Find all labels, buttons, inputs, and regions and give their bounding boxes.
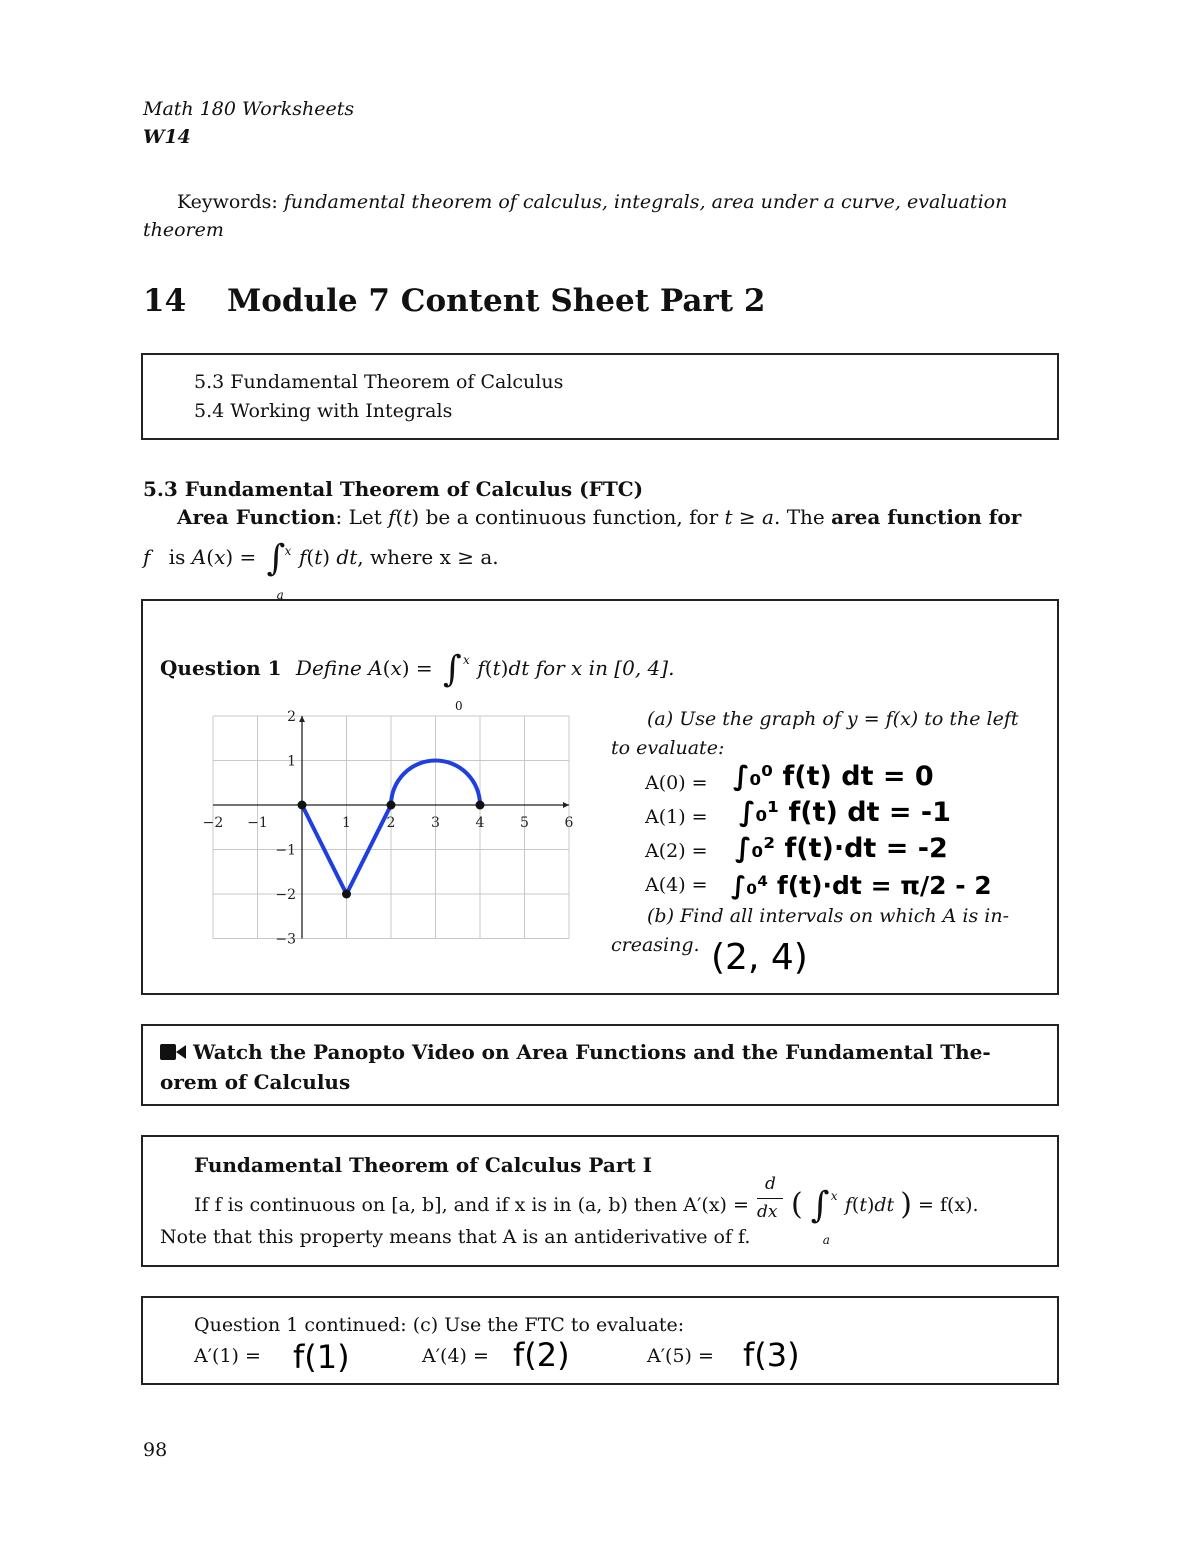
keywords-label: Keywords: [177, 191, 278, 213]
ftc-title: Fundamental Theorem of Calculus Part I [194, 1153, 652, 1177]
handwritten-b-answer: (2, 4) [711, 937, 808, 978]
q1c-label-1: A′(1) = [194, 1345, 261, 1367]
question-1c-box [141, 1296, 1059, 1385]
worksheet-code: W14 [143, 126, 191, 148]
y-tick-label: 2 [287, 709, 296, 725]
q1c-answer-2: f(2) [513, 1336, 570, 1374]
area-function-label: Area Function [177, 505, 336, 529]
section-heading [143, 283, 765, 319]
part-b-line-2: creasing. [611, 934, 700, 956]
question-1-domain: for x in [0, 4]. [535, 656, 675, 680]
handwritten-a0: ∫₀⁰ f(t) dt = 0 [733, 761, 934, 792]
handwritten-a2: ∫₀² f(t)·dt = -2 [735, 833, 948, 864]
x-axis-arrow [563, 802, 569, 808]
subsection-title: 5.3 Fundamental Theorem of Calculus (FTC) [143, 477, 644, 501]
x-tick-label: 1 [342, 815, 351, 831]
course-title: Math 180 Worksheets [143, 98, 355, 120]
video-line-2[interactable]: orem of Calculus [160, 1070, 351, 1094]
page-number: 98 [143, 1439, 168, 1461]
row-a2-label: A(2) = [645, 840, 708, 862]
toc-box [141, 353, 1059, 440]
x-tick-label: −2 [202, 815, 224, 831]
handwritten-a1: ∫₀¹ f(t) dt = -1 [739, 797, 951, 828]
keywords-list: fundamental theorem of calculus, integrals, area under a curve, evaluation [283, 191, 1008, 213]
ftc-statement: If f is continuous on [a, b], and if x is in (a, b) then A′(x) = $\frac{d}{dx}$ ( ∫ x a f(t)dt ) = f(x). [194, 1174, 979, 1247]
data-point [476, 801, 485, 810]
handwritten-a4: ∫₀⁴ f(t)·dt = π/2 - 2 [731, 871, 992, 900]
x-tick-label: 4 [475, 815, 485, 831]
x-tick-label: 5 [520, 815, 529, 831]
area-function-definition: Area Function: Let f(t) be a continuous function, for t ≥ a. The area function for [177, 505, 1022, 529]
part-a-line-2: to evaluate: [611, 737, 725, 759]
part-a-line-1: (a) Use the graph of y = f(x) to the left [647, 708, 1019, 730]
row-a4-label: A(4) = [645, 874, 708, 896]
ftc-note: Note that this property means that A is an antiderivative of f. [160, 1226, 751, 1248]
row-a0-label: A(0) = [645, 772, 708, 794]
video-line-1[interactable] [160, 1040, 991, 1064]
question-1c-prompt: Question 1 continued: (c) Use the FTC to evaluate: [194, 1314, 685, 1336]
area-function-bold: area function for [831, 505, 1022, 529]
def-f: f [143, 545, 151, 569]
toc-item-5-3: 5.3 Fundamental Theorem of Calculus [194, 371, 564, 393]
question-1-define: Define [295, 656, 362, 680]
ftc-box [141, 1135, 1059, 1267]
def-text-2: be a continuous function, for [419, 505, 725, 529]
f-of-t: f [388, 505, 396, 529]
keywords-line-2: theorem [143, 219, 224, 241]
q1c-answer-1: f(1) [293, 1338, 350, 1376]
data-point [342, 890, 351, 899]
x-tick-label: 3 [431, 815, 440, 831]
video-camera-icon [160, 1043, 186, 1061]
area-function-formula: f is A(x) = ∫ x a f(t) dt, where x ≥ a. [143, 538, 499, 602]
graph-of-f [193, 701, 593, 951]
q1c-label-2: A′(4) = [422, 1345, 489, 1367]
keywords-line-1 [177, 191, 1067, 213]
section-title: Module 7 Content Sheet Part 2 [226, 283, 766, 319]
def-text-1: : Let [335, 505, 389, 529]
data-point [387, 801, 396, 810]
y-axis-arrow [299, 716, 305, 722]
x-tick-label: 6 [564, 815, 574, 831]
q1c-label-3: A′(5) = [647, 1345, 714, 1367]
question-1-box [141, 599, 1059, 995]
x-tick-label: 2 [386, 815, 396, 831]
row-a1-label: A(1) = [645, 806, 708, 828]
toc-item-5-4: 5.4 Working with Integrals [194, 400, 453, 422]
video-link-text[interactable]: Watch the Panopto Video on Area Functions and the Fundamental The- [192, 1040, 991, 1064]
y-tick-label: −2 [275, 887, 296, 903]
def-text-3: . The [773, 505, 832, 529]
x-tick-label: −1 [247, 815, 268, 831]
video-box [141, 1024, 1059, 1106]
ftc-statement-text: If f is continuous on [a, b], and if x is in (a, b) then A′(x) = [194, 1194, 749, 1216]
question-1-label: Question 1 [160, 656, 282, 680]
data-point [298, 801, 307, 810]
part-b-line-1: (b) Find all intervals on which A is in- [647, 905, 1010, 927]
def-where: , where x ≥ a. [357, 545, 499, 569]
q1c-answer-3: f(3) [743, 1336, 800, 1374]
y-tick-label: −3 [275, 931, 296, 948]
ftc-equals-f: = f(x). [918, 1194, 979, 1216]
def-is: is [168, 545, 186, 569]
y-tick-label: −1 [275, 842, 296, 859]
y-tick-label: 1 [287, 753, 296, 770]
question-1-prompt: Question 1 Define A(x) = ∫ x 0 f(t)dt for x in [0, 4]. [160, 649, 675, 713]
section-number: 14 [143, 283, 187, 319]
